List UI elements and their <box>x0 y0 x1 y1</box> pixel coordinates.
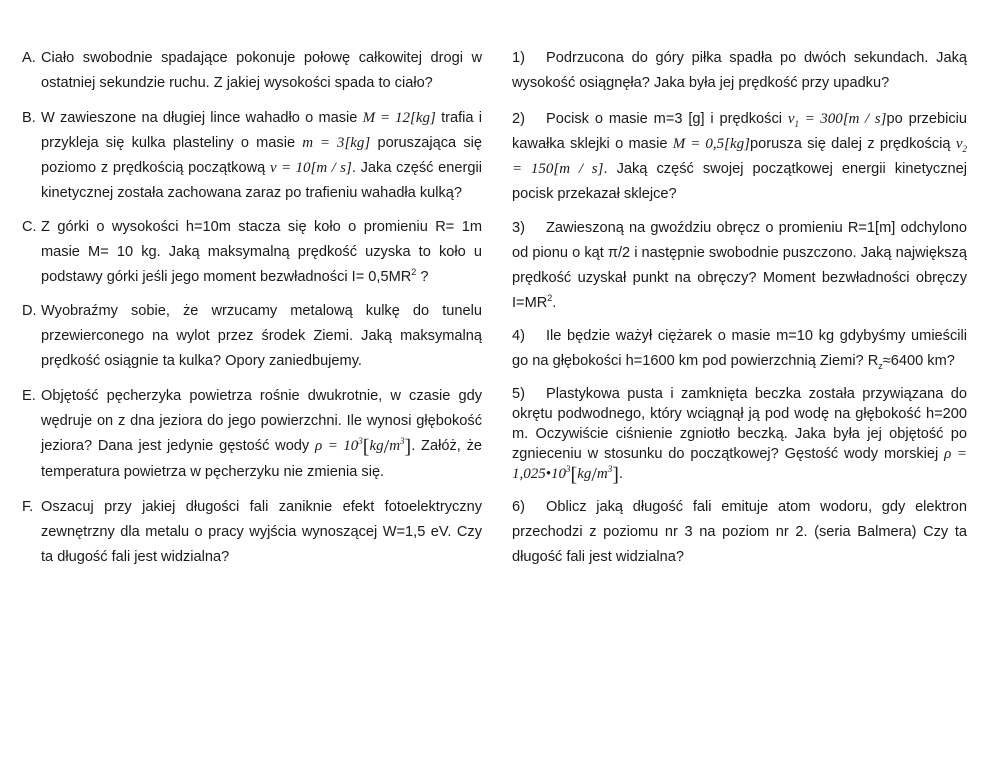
formula-symbol: v <box>787 111 795 127</box>
question-b <box>22 106 482 206</box>
bracket-open: [ <box>362 436 370 458</box>
subscript: 2 <box>962 144 967 154</box>
question-number: 5) <box>512 386 525 402</box>
question-number: 3) <box>512 220 525 236</box>
question-3 <box>512 216 967 316</box>
question-text: . <box>618 466 623 482</box>
formula-unit: [m / s] <box>553 161 604 177</box>
question-text: Oszacuj przy jakiej długości fali zaniknie efekt fotoelektryczny zewnętrzny dla metalu o pracy wyjścia wynoszącej W=1,5 eV. Czy ta długość fali jest widzialna? <box>41 499 482 565</box>
formula-mass <box>673 136 750 152</box>
formula-velocity: v = 10 <box>269 160 311 176</box>
question-text: Podrzucona do góry piłka spadła po dwóch sekundach. Jaką wysokość osiągnęła? Jaka była jej prędkość przy upadku? <box>512 50 967 91</box>
question-number: 2) <box>512 111 525 127</box>
question-number: 1) <box>512 50 525 66</box>
formula-unit: kg <box>369 438 384 454</box>
formula-density-base: ρ = 1,025•10 <box>512 446 967 482</box>
question-text: Ciało swobodnie spadające pokonuje połowę całkowitej drogi w ostatniej sekundzie ruchu. Z jakiej wysokości spada to ciało? <box>41 50 482 91</box>
bracket-close: ] <box>612 464 619 486</box>
formula-unit: [kg] <box>410 110 436 126</box>
question-5 <box>512 384 967 485</box>
question-text: trafia i przykleja się kulka plasteliny o masie <box>41 110 482 151</box>
question-text: . <box>552 295 557 311</box>
formula-unit: kg <box>577 466 592 482</box>
question-d <box>22 299 482 374</box>
subscript: z <box>878 360 883 371</box>
question-text: . Jaką część swojej początkowej energii kinetycznej pocisk przekazał sklejce? <box>512 161 967 202</box>
question-4 <box>512 324 967 374</box>
formula-unit: m <box>389 438 401 454</box>
question-6 <box>512 495 967 570</box>
question-text: Oblicz jaką długość fali emituje atom wodoru, gdy elektron przechodzi z poziomu nr 3 na poziom nr 2. (seria Balmera) Czy ta długość fali jest widzialna? <box>512 499 967 565</box>
question-f <box>22 495 482 570</box>
question-text: ? <box>416 269 429 285</box>
formula-density <box>315 436 412 458</box>
question-text: Ile będzie ważył ciężarek o masie m=10 kg gdybyśmy umieścili go na głębokości h=1600 km pod powierzchnią Ziemi? R <box>512 328 967 369</box>
question-number: 6) <box>512 499 525 515</box>
formula-symbol: v <box>955 136 963 152</box>
question-text: po przebiciu kawałka sklejki o masie <box>512 111 967 152</box>
subscript: 1 <box>794 119 800 129</box>
question-text: Pocisk o masie m=3 [g] i prędkości <box>546 111 788 127</box>
formula-unit: [m / s] <box>842 111 887 127</box>
question-text: Wyobraźmy sobie, że wrzucamy metalową kulkę do tunelu przewierconego na wylot przez środek Ziemi. Jaką maksymalną prędkość osiągnie ta kulka? Opory zaniedbujemy. <box>41 303 482 369</box>
formula-value: = 300 <box>799 111 843 127</box>
formula-mass-pendulum: M = 12 <box>362 110 411 126</box>
superscript: 3 <box>566 464 571 474</box>
superscript: 3 <box>400 436 405 446</box>
right-column <box>512 46 967 570</box>
question-text: Objętość pęcherzyka powietrza rośnie dwukrotnie, w czasie gdy wędruje on z dna jeziora do jego powierzchni. Ile wynosi głębokość jeziora? Dana jest jedynie gęstość wody <box>41 388 482 454</box>
question-text: poruszająca się poziomo z prędkością początkową <box>41 135 482 176</box>
question-text: . Załóż, że temperatura powietrza w pęcherzyku nie zmienia się. <box>41 438 482 480</box>
formula-velocity-1 <box>788 111 887 127</box>
slash: / <box>383 436 390 458</box>
question-letter: E. <box>22 388 36 404</box>
question-letter: A. <box>22 50 36 66</box>
question-2 <box>512 107 967 207</box>
question-text: ≈6400 km? <box>882 353 955 369</box>
superscript: 2 <box>411 267 417 278</box>
question-letter: F. <box>22 499 34 515</box>
formula-density-base: ρ = 10 <box>315 438 359 454</box>
formula-unit: [kg] <box>724 136 750 152</box>
question-text: Plastykowa pusta i zamknięta beczka została przywiązana do okrętu podwodnego, który wciągnął ją pod wodę na głębokość h=200 m. Oczywiście ciśnienie zgniotło beczką. Jaka była jej objętość po zgnieceniu w stosunku do początkowej? Gęstość wody morskiej <box>512 386 967 462</box>
formula-unit: [m / s] <box>310 160 352 176</box>
slash: / <box>591 464 597 486</box>
question-letter: C. <box>22 219 37 235</box>
superscript: 3 <box>607 464 613 474</box>
formula-unit: m <box>596 466 608 482</box>
bracket-open: [ <box>570 464 578 486</box>
question-text: Z górki o wysokości h=10m stacza się koło o promieniu R= 1m masie M= 10 kg. Jaką maksymalną prędkość uzyska to koło u podstawy górki jeśli jego moment bezwładności I= 0,5MR <box>41 219 482 285</box>
question-number: 4) <box>512 328 525 344</box>
formula-value: = 150 <box>512 161 554 177</box>
question-letter: D. <box>22 303 37 319</box>
question-1 <box>512 46 967 96</box>
formula-value: M = 0,5 <box>672 136 725 152</box>
superscript: 3 <box>358 436 363 446</box>
formula-mass-ball: m = 3 <box>302 135 345 151</box>
question-c <box>22 215 482 290</box>
question-text: porusza się dalej z prędkością <box>749 136 956 152</box>
question-a <box>22 46 482 96</box>
bracket-close: ] <box>404 436 412 458</box>
question-letter: B. <box>22 110 36 126</box>
formula-unit: [kg] <box>344 135 371 151</box>
question-text: W zawieszone na długiej lince wahadło o masie <box>41 110 363 126</box>
question-text: . Jaka część energii kinetycznej została zachowana zaraz po trafieniu wahadła kulką? <box>41 160 482 201</box>
left-column <box>22 46 482 570</box>
question-e <box>22 384 482 485</box>
superscript: 2 <box>547 293 553 304</box>
question-text: Zawieszoną na gwoździu obręcz o promieniu R=1[m] odchylono od pionu o kąt π/2 i następnie swobodnie puszczono. Jaką największą prędkość uzyskał punkt na obręczy? Moment bezwładności obręczy I=MR <box>512 220 967 311</box>
